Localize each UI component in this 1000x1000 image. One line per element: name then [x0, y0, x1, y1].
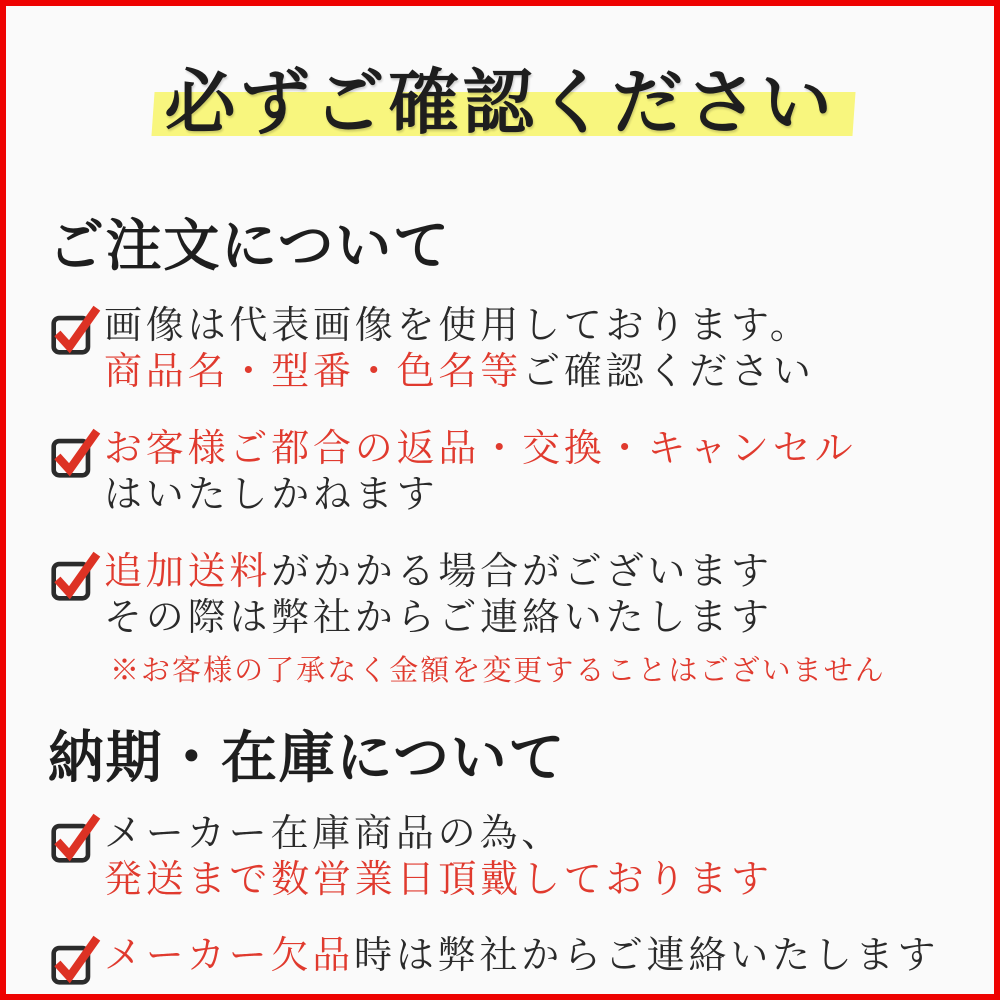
text-segment-emphasis: メーカー欠品 [104, 934, 355, 977]
text-segment: はいたしかねます [104, 473, 439, 516]
item-note: ※お客様の了承なく金額を変更することはございません [110, 654, 886, 687]
checked-checkbox-icon [50, 936, 100, 986]
page-title-text: 必ずご確認ください [164, 65, 836, 143]
section-heading-orders: ご注文について [48, 216, 451, 278]
item-line [104, 304, 815, 350]
item-text [104, 304, 815, 395]
item-text [104, 427, 856, 518]
text-segment-emphasis: 商品名・型番・色名等 [104, 350, 523, 393]
item-text [104, 812, 773, 903]
section-heading-delivery-stock: 納期・在庫について [48, 728, 566, 791]
checked-checkbox-icon [50, 814, 100, 864]
list-item [50, 550, 994, 688]
item-text [104, 550, 886, 688]
text-segment-emphasis: 追加送料 [104, 551, 272, 594]
item-line [104, 934, 939, 980]
list-item [50, 812, 994, 903]
checked-checkbox-icon [50, 429, 100, 479]
item-line [104, 858, 773, 904]
list-item [50, 304, 994, 395]
item-line [104, 596, 886, 642]
text-segment: ご確認ください [522, 350, 815, 393]
text-segment-emphasis: 発送まで数営業日頂戴しております [104, 858, 773, 901]
text-segment-emphasis: お客様ご都合の返品・交換・キャンセル [104, 428, 857, 471]
text-segment: メーカー在庫商品の為、 [104, 813, 564, 856]
checked-checkbox-icon [50, 306, 100, 356]
text-segment: 画像は代表画像を使用しております。 [104, 305, 812, 347]
text-segment: がかかる場合がございます [271, 551, 773, 594]
page-title [165, 46, 836, 148]
item-line [104, 550, 886, 596]
text-segment: 時は弊社からご連絡いたします [354, 934, 940, 977]
list-item [50, 934, 994, 986]
item-line [104, 427, 856, 473]
checked-checkbox-icon [50, 552, 100, 602]
item-line [104, 350, 815, 396]
item-text [104, 934, 939, 980]
list-item [50, 427, 994, 518]
text-segment: その際は弊社からご連絡いたします [104, 596, 773, 639]
item-line [104, 473, 856, 519]
item-line [104, 812, 773, 858]
